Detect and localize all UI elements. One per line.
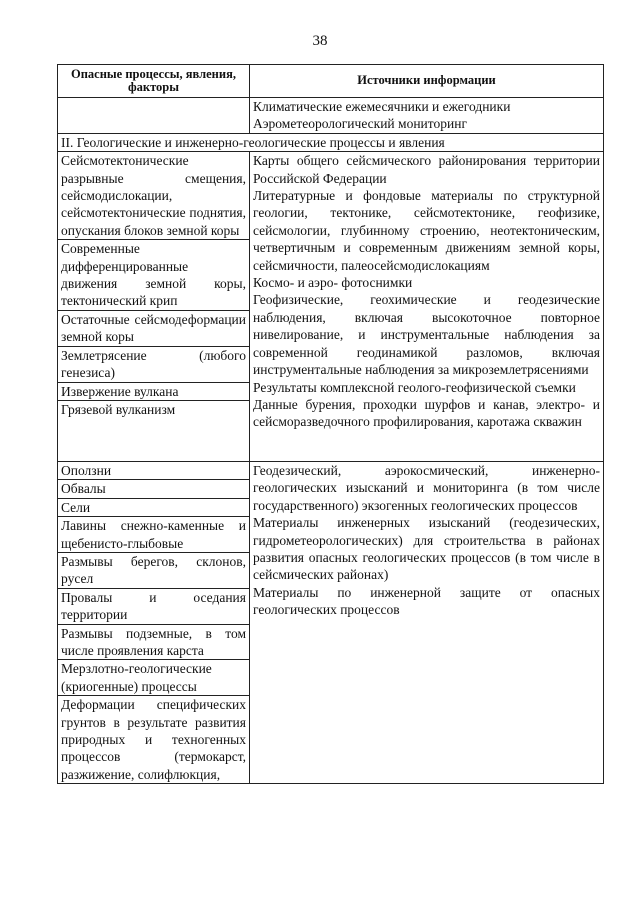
process-cell: Землетрясение (любого генезиса)	[58, 346, 250, 382]
process-cell: Обвалы	[58, 480, 250, 498]
table-header-row	[58, 65, 604, 98]
section-title: II. Геологические и инженерно-геологические процессы и явления	[58, 133, 604, 151]
continuation-source: Аэрометеорологический мониторинг	[253, 116, 467, 132]
source-item: Космо- и аэро- фотоснимки	[253, 275, 413, 291]
process-cell: Деформации специфических грунтов в результате развития природных и техногенных процессов (термокарст, разжижение, солифлюкция,	[58, 696, 250, 784]
process-cell: Провалы и оседания территории	[58, 588, 250, 624]
continuation-source: Климатические ежемесячники и ежегодники	[253, 99, 511, 114]
section-row	[58, 133, 604, 151]
process-cell: Мерзлотно-геологические (криогенные) процессы	[58, 660, 250, 696]
source-item: Результаты комплексной геолого-геофизической съемки	[253, 379, 576, 395]
source-item: Материалы инженерных изысканий (геодезических, гидрометеорологических) для строительства в районах развития опасных геологических процессов (в том числе в сейсмических районах)	[253, 515, 600, 583]
source-item: Материалы по инженерной защите от опасных геологических процессов	[253, 584, 600, 618]
page-number: 38	[312, 33, 328, 49]
process-cell: Сели	[58, 498, 250, 516]
hazard-sources-table-container	[57, 64, 603, 784]
table-row	[58, 152, 604, 240]
source-item: Геофизические, геохимические и геодезические наблюдения, включая высокоточное повторное нивелирование, и инструментальные наблюдения за современной геодинамикой разломов, включая инструментальные наблюдения за микроземлетрясениями	[253, 292, 600, 378]
header-hazards: Опасные процессы, явления, факторы	[58, 65, 250, 98]
process-cell: Сейсмотектонические разрывные смещения, сейсмодислокации, сейсмотектонические поднятия, опускания блоков земной коры	[58, 152, 250, 240]
source-item: Карты общего сейсмического районирования территории Российской Федерации	[253, 153, 600, 186]
process-cell: Размывы берегов, склонов, русел	[58, 552, 250, 588]
process-cell: Лавины снежно-каменные и щебенисто-глыбовые	[58, 517, 250, 553]
sources-cell-group1	[250, 152, 604, 462]
hazard-sources-table	[57, 64, 604, 784]
sources-cell-group2	[250, 461, 604, 783]
process-cell: Извержение вулкана	[58, 382, 250, 400]
process-cell: Оползни	[58, 461, 250, 479]
continuation-empty-cell	[58, 98, 250, 134]
header-sources: Источники информации	[250, 65, 604, 98]
continuation-row	[58, 98, 604, 134]
continuation-sources-cell	[250, 98, 604, 134]
source-item: Геодезический, аэрокосмический, инженерно-геологических изысканий и мониторинга (в том числе государственного) экзогенных геологических процессов	[253, 462, 600, 513]
process-cell: Современные дифференцированные движения земной коры, тектонический крип	[58, 240, 250, 311]
process-cell: Размывы подземные, в том числе проявления карста	[58, 624, 250, 660]
table-row	[58, 461, 604, 479]
process-cell: Остаточные сейсмодеформации земной коры	[58, 310, 250, 346]
source-item: Литературные и фондовые материалы по структурной геологии, тектонике, сейсмотектонике, геофизике, сейсмологии, глубинному строению, неотектоническим, четвертичным и современным движениям земной коры, сейсмичности, палеосейсмодислокациям	[253, 188, 600, 273]
source-item: Данные бурения, проходки шурфов и канав, электро- и сейсморазведочного профилирования, каротажа скважин	[253, 396, 600, 430]
process-cell: Грязевой вулканизм	[58, 400, 250, 461]
